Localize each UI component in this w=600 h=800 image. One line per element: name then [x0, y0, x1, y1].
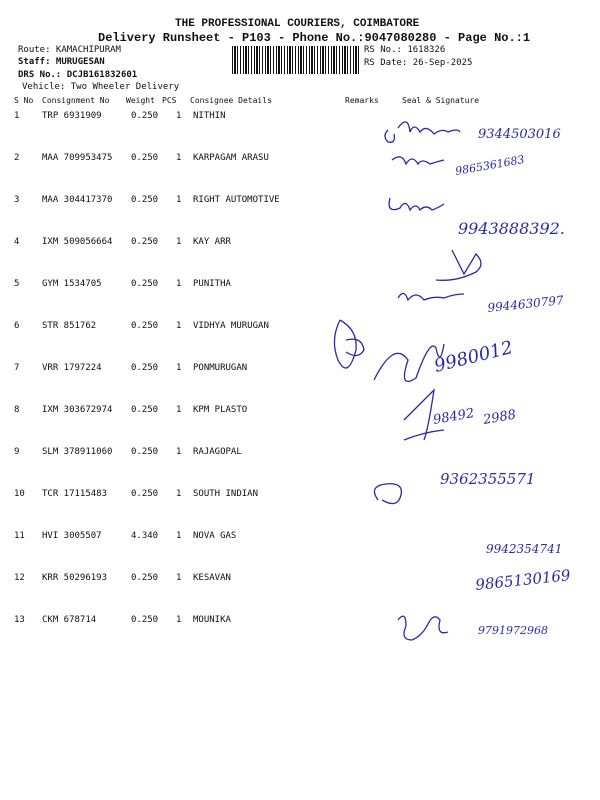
- phone-13: 9791972968: [478, 624, 548, 637]
- row-consignee: RAJAGOPAL: [193, 447, 242, 457]
- col-consignee: Consignee Details: [190, 96, 272, 105]
- row-consignment-no: SLM 378911060: [42, 447, 113, 457]
- row-consignment-no: IXM 509056664: [42, 237, 113, 247]
- row-weight: 4.340: [131, 531, 159, 541]
- signature-8: [404, 390, 444, 440]
- row-pcs: 1: [176, 279, 182, 289]
- row-weight: 0.250: [131, 321, 159, 331]
- phone-8b: 2988: [482, 407, 518, 428]
- row-consignment-no: MAA 709953475: [42, 153, 113, 163]
- row-consignee: KPM PLASTO: [193, 405, 248, 415]
- row-pcs: 1: [176, 153, 182, 163]
- signature-2: [392, 157, 444, 164]
- row-consignment-no: MAA 304417370: [42, 195, 113, 205]
- row-pcs: 1: [176, 111, 182, 121]
- drs-number: DRS No.: DCJB161832601: [18, 70, 138, 80]
- row-pcs: 1: [176, 573, 182, 583]
- row-consignee: KESAVAN: [193, 573, 231, 583]
- row-sno: 6: [14, 321, 20, 331]
- signature-1: [385, 122, 460, 142]
- row-consignee: PUNITHA: [193, 279, 231, 289]
- col-weight: Weight: [126, 96, 155, 105]
- row-consignee: KARPAGAM ARASU: [193, 153, 269, 163]
- row-sno: 8: [14, 405, 20, 415]
- row-consignment-no: HVI 3005507: [42, 531, 102, 541]
- row-consignee: NOVA GAS: [193, 531, 237, 541]
- row-sno: 10: [14, 489, 25, 499]
- row-weight: 0.250: [131, 279, 159, 289]
- rs-date: RS Date: 26-Sep-2025: [364, 58, 473, 68]
- row-sno: 12: [14, 573, 25, 583]
- phone-3: 9943888392.: [458, 219, 565, 238]
- row-weight: 0.250: [131, 615, 159, 625]
- barcode: [232, 46, 360, 74]
- row-sno: 9: [14, 447, 20, 457]
- signature-5: [398, 293, 464, 300]
- row-pcs: 1: [176, 405, 182, 415]
- col-pcs: PCS: [162, 96, 177, 105]
- row-sno: 3: [14, 195, 20, 205]
- col-consignment: Consignment No: [42, 96, 110, 105]
- signature-4: [436, 250, 481, 280]
- row-sno: 5: [14, 279, 20, 289]
- signature-13: [398, 616, 448, 640]
- row-consignee: NITHIN: [193, 111, 226, 121]
- phone-2: 9865361683: [454, 152, 526, 178]
- row-weight: 0.250: [131, 111, 159, 121]
- vehicle-label: Vehicle: Two Wheeler Delivery: [22, 82, 180, 92]
- rs-number: RS No.: 1618326: [364, 45, 446, 55]
- signature-3: [389, 198, 444, 210]
- signature-7: [374, 344, 444, 381]
- phone-7: 9980012: [432, 337, 516, 377]
- row-consignment-no: CKM 678714: [42, 615, 97, 625]
- row-pcs: 1: [176, 195, 182, 205]
- row-pcs: 1: [176, 447, 182, 457]
- row-weight: 0.250: [131, 153, 159, 163]
- row-pcs: 1: [176, 237, 182, 247]
- row-consignee: PONMURUGAN: [193, 363, 248, 373]
- signature-6: [334, 320, 364, 368]
- row-sno: 1: [14, 111, 20, 121]
- row-consignment-no: KRR 50296193: [42, 573, 108, 583]
- row-weight: 0.250: [131, 195, 159, 205]
- staff-label: Staff: MURUGESAN: [18, 57, 105, 67]
- row-weight: 0.250: [131, 489, 159, 499]
- row-sno: 7: [14, 363, 20, 373]
- col-remarks: Remarks: [345, 96, 379, 105]
- row-consignment-no: GYM 1534705: [42, 279, 102, 289]
- route-label: Route: KAMACHIPURAM: [18, 45, 121, 55]
- row-sno: 13: [14, 615, 25, 625]
- row-weight: 0.250: [131, 363, 159, 373]
- phone-1: 9344503016: [478, 127, 561, 142]
- row-consignment-no: TRP 6931909: [42, 111, 102, 121]
- phone-8a: 98492: [432, 405, 476, 428]
- phone-5: 9944630797: [486, 293, 565, 315]
- company-title: THE PROFESSIONAL COURIERS, COIMBATORE: [175, 18, 420, 30]
- signature-9: [374, 484, 401, 504]
- phone-11: 9942354741: [486, 542, 563, 556]
- row-pcs: 1: [176, 531, 182, 541]
- row-consignment-no: IXM 303672974: [42, 405, 113, 415]
- row-consignee: MOUNIKA: [193, 615, 231, 625]
- row-consignee: VIDHYA MURUGAN: [193, 321, 269, 331]
- row-consignee: SOUTH INDIAN: [193, 489, 259, 499]
- row-consignment-no: STR 851762: [42, 321, 97, 331]
- row-weight: 0.250: [131, 405, 159, 415]
- col-seal: Seal & Signature: [402, 96, 480, 105]
- row-consignee: KAY ARR: [193, 237, 231, 247]
- row-sno: 4: [14, 237, 20, 247]
- row-weight: 0.250: [131, 447, 159, 457]
- row-pcs: 1: [176, 489, 182, 499]
- row-weight: 0.250: [131, 573, 159, 583]
- signature-strokes: [334, 122, 481, 640]
- row-sno: 11: [14, 531, 25, 541]
- col-sno: S No: [14, 96, 34, 105]
- phone-10: 9362355571: [440, 470, 536, 488]
- runsheet-subtitle: Delivery Runsheet - P103 - Phone No.:9047080280 - Page No.:1: [98, 31, 531, 45]
- row-consignee: RIGHT AUTOMOTIVE: [193, 195, 280, 205]
- row-pcs: 1: [176, 615, 182, 625]
- row-sno: 2: [14, 153, 20, 163]
- row-weight: 0.250: [131, 237, 159, 247]
- row-consignment-no: TCR 17115483: [42, 489, 108, 499]
- row-consignment-no: VRR 1797224: [42, 363, 102, 373]
- row-pcs: 1: [176, 321, 182, 331]
- row-pcs: 1: [176, 363, 182, 373]
- phone-12: 9865130169: [474, 566, 572, 594]
